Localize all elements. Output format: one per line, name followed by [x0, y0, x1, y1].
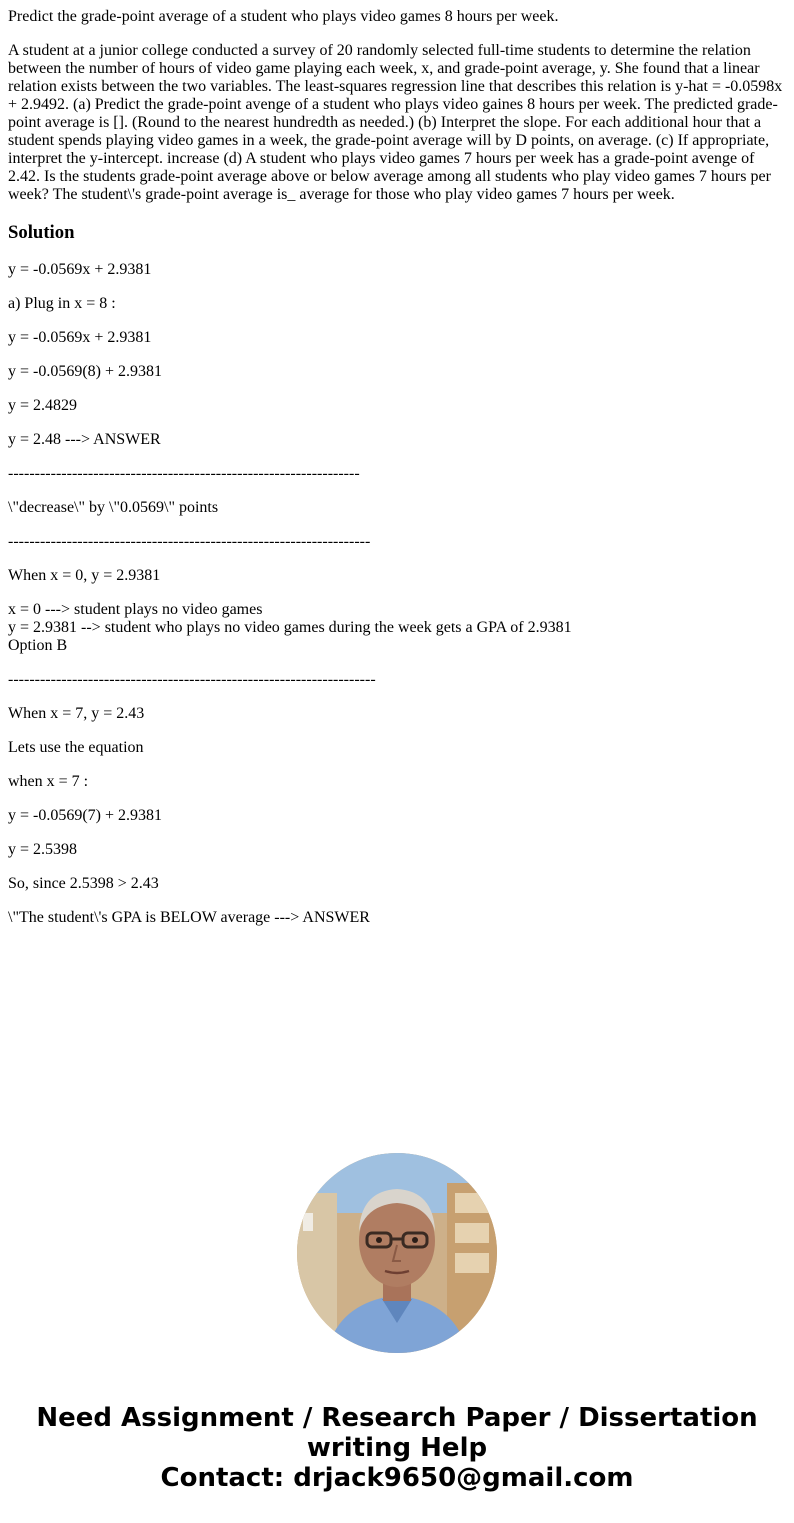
solution-line: When x = 7, y = 2.43	[8, 705, 145, 722]
solution-heading: Solution	[8, 222, 75, 243]
footer-line: writing Help	[306, 1433, 488, 1463]
solution-line: y = -0.0569x + 2.9381	[8, 329, 152, 346]
solution-line: when x = 7 :	[8, 773, 89, 790]
author-avatar	[297, 1153, 497, 1353]
solution-line: y = 2.9381 --> student who plays no video games during the week gets a GPA of 2.9381	[8, 619, 572, 636]
solution-line: x = 0 ---> student plays no video games	[8, 601, 263, 618]
author-portrait-icon	[297, 1153, 497, 1353]
question-title: Predict the grade-point average of a student who plays video games 8 hours per week.	[8, 8, 559, 25]
solution-line: \"decrease\" by \"0.0569\" points	[8, 499, 219, 516]
solution-line: y = -0.0569(7) + 2.9381	[8, 807, 163, 824]
solution-line: \"The student\'s GPA is BELOW average ---> ANSWER	[8, 909, 370, 926]
separator-line: --------------------------------------------------------------------	[8, 533, 371, 550]
solution-line: y = -0.0569x + 2.9381	[8, 261, 152, 278]
document-content	[8, 8, 786, 943]
solution-line: y = -0.0569(8) + 2.9381	[8, 363, 163, 380]
solution-line: Option B	[8, 637, 68, 654]
solution-line: When x = 0, y = 2.9381	[8, 567, 161, 584]
solution-line: a) Plug in x = 8 :	[8, 295, 116, 312]
solution-line: y = 2.4829	[8, 397, 78, 414]
footer-line: Need Assignment / Research Paper / Dissertation	[36, 1403, 758, 1433]
solution-line: y = 2.48 ---> ANSWER	[8, 431, 161, 448]
question-body: A student at a junior college conducted a survey of 20 randomly selected full-time students to determine the relation between the number of hours of video game playing each week, x, and grade-point average, y. She found that a linear relation exists between the two variables. The least-squares regression line that describes this relation is y-hat = -0.0598x + 2.9492. (a) Predict the grade-point avenge of a student who plays video gaines 8 hours per week. The predicted grade-point average is []. (Round to the nearest hundredth as needed.) (b) Interpret the slope. For each additional hour that a student spends playing video games in a week, the grade-point average will by D points, on average. (c) If appropriate, interpret the y-intercept. increase (d) A student who plays video games 7 hours per week has a grade-point avenge of 2.42. Is the students grade-point average above or below average among all students who play video games 7 hours per week? The student\'s grade-point average is_ average for those who play video games 7 hours per week.	[8, 42, 783, 203]
footer-advertisement	[0, 1403, 794, 1493]
solution-line: y = 2.5398	[8, 841, 78, 858]
separator-line: ------------------------------------------------------------------	[8, 465, 360, 482]
solution-line: So, since 2.5398 > 2.43	[8, 875, 159, 892]
solution-paragraph	[8, 601, 786, 655]
footer-contact: Contact: drjack9650@gmail.com	[160, 1463, 634, 1493]
separator-line: ---------------------------------------------------------------------	[8, 671, 376, 688]
solution-line: Lets use the equation	[8, 739, 144, 756]
